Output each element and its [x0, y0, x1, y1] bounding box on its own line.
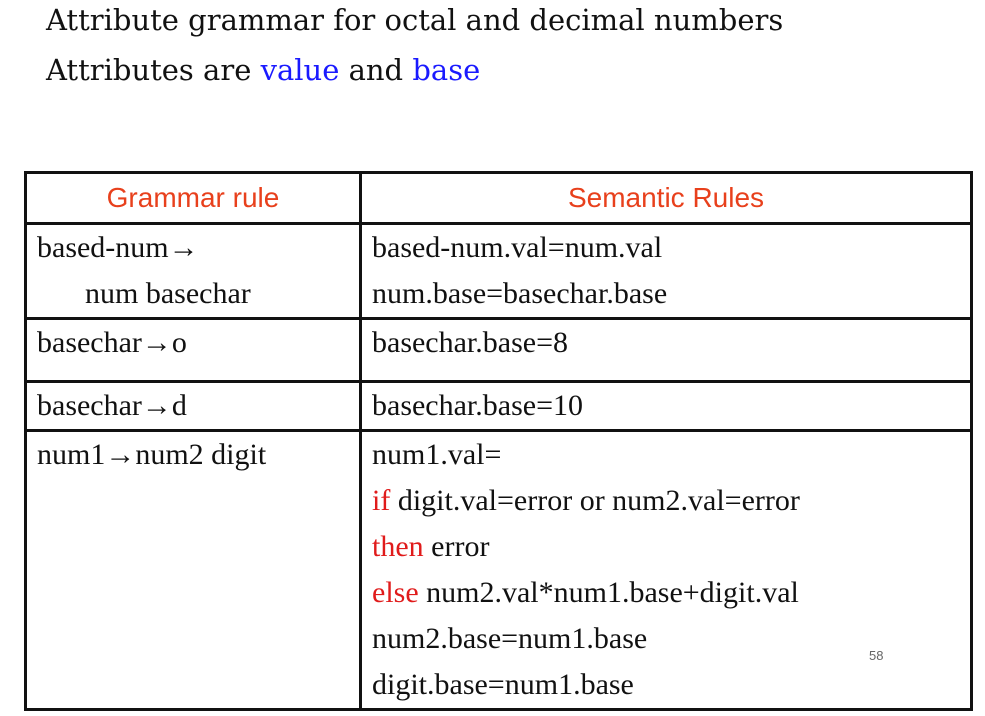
- semantic-cell: [361, 382, 972, 431]
- grammar-line: num1→num2 digit: [37, 438, 267, 471]
- semantic-line: based-num.val=num.val: [372, 231, 663, 264]
- keyword-else: else: [372, 576, 419, 609]
- attribute-base-term: base: [412, 53, 481, 87]
- attribute-value-term: value: [260, 53, 340, 87]
- slide-title: Attribute grammar for octal and decimal numbers: [46, 3, 784, 37]
- semantic-cell: [361, 431, 972, 710]
- slide-subtitle: [46, 53, 480, 87]
- page-number: 58: [869, 648, 884, 663]
- semantic-line: basechar.base=8: [372, 326, 568, 359]
- semantic-text: digit.val=error or num2.val=error: [390, 484, 800, 517]
- semantic-line: digit.base=num1.base: [372, 668, 634, 701]
- semantic-cell: [361, 224, 972, 319]
- table-row: [26, 319, 972, 382]
- semantic-line: num1.val=: [372, 438, 502, 471]
- table-header-row: [26, 173, 972, 224]
- header-grammar-rule: Grammar rule: [26, 173, 361, 224]
- grammar-line: basechar→o: [37, 326, 187, 359]
- table-row: [26, 431, 972, 710]
- semantic-line-else: [372, 570, 960, 616]
- grammar-cell: [26, 319, 361, 382]
- grammar-line: based-num→: [37, 231, 199, 264]
- grammar-line: num basechar: [85, 277, 251, 310]
- semantic-line: basechar.base=10: [372, 389, 583, 422]
- semantic-line-if: [372, 478, 960, 524]
- subtitle-prefix: Attributes are: [46, 53, 261, 87]
- subtitle-and: and: [339, 53, 413, 87]
- grammar-cell: [26, 431, 361, 710]
- semantic-text: error: [423, 530, 490, 563]
- table-row: [26, 224, 972, 319]
- grammar-cell: [26, 224, 361, 319]
- semantic-line: num2.base=num1.base: [372, 622, 648, 655]
- semantic-cell: [361, 319, 972, 382]
- semantic-line: num.base=basechar.base: [372, 277, 668, 310]
- keyword-if: if: [372, 484, 391, 517]
- semantic-text: num2.val*num1.base+digit.val: [418, 576, 799, 609]
- table-row: [26, 382, 972, 431]
- attribute-grammar-table: [24, 171, 973, 711]
- grammar-cell: [26, 382, 361, 431]
- keyword-then: then: [372, 530, 424, 563]
- semantic-line-then: [372, 524, 960, 570]
- grammar-line: basechar→d: [37, 389, 187, 422]
- header-semantic-rules: Semantic Rules: [361, 173, 972, 224]
